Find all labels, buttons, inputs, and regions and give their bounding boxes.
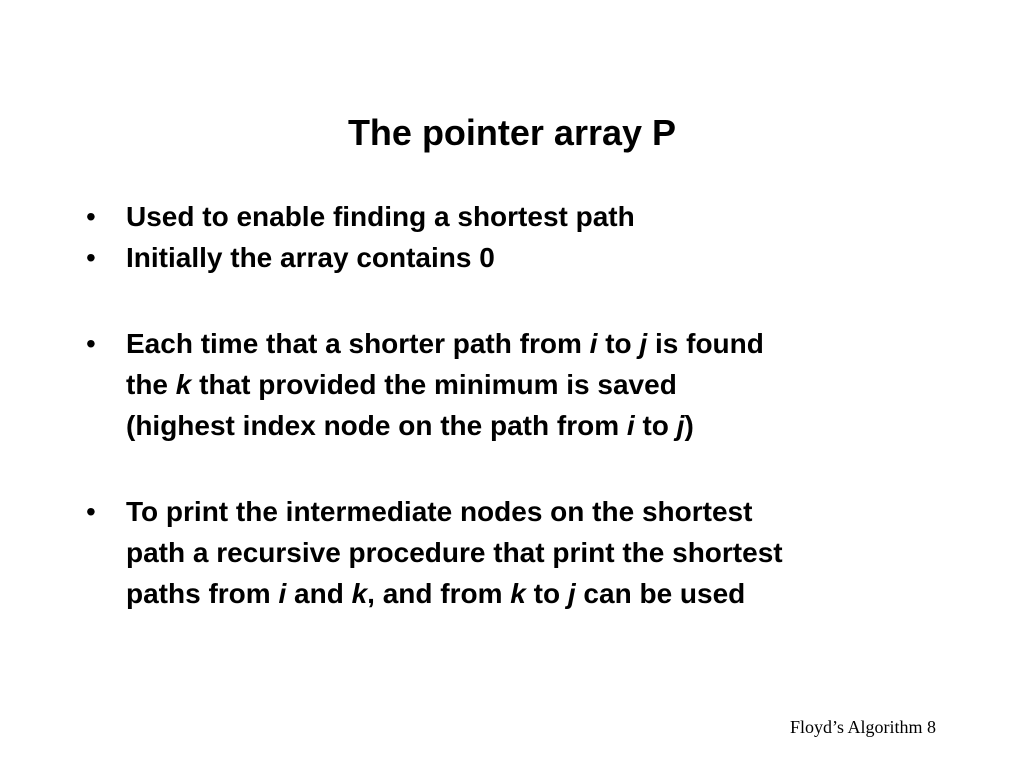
bullet-text-line: paths from i and k, and from k to j can be used bbox=[126, 578, 746, 609]
bullet-item-2 bbox=[86, 237, 966, 278]
variable-j: j bbox=[676, 410, 685, 441]
slide-footer: Floyd’s Algorithm 8 bbox=[789, 717, 936, 737]
variable-i: i bbox=[278, 578, 287, 609]
variable-j: j bbox=[639, 328, 648, 359]
bullet-text: Initially the array contains 0 bbox=[126, 242, 495, 273]
variable-k: k bbox=[510, 578, 526, 609]
bullet-text-line: the k that provided the minimum is saved bbox=[126, 369, 677, 400]
variable-i: i bbox=[626, 410, 635, 441]
variable-j: j bbox=[567, 578, 576, 609]
bullet-item-4 bbox=[86, 491, 966, 614]
bullet-marker: • bbox=[86, 496, 96, 527]
variable-i: i bbox=[589, 328, 598, 359]
bullet-item-3 bbox=[86, 323, 966, 446]
bullet-text: Used to enable finding a shortest path bbox=[126, 201, 635, 232]
bullet-item-1 bbox=[86, 196, 966, 237]
variable-k: k bbox=[175, 369, 192, 400]
bullet-text-line: To print the intermediate nodes on the shortest bbox=[126, 496, 753, 527]
bullet-marker: • bbox=[86, 201, 96, 232]
bullet-marker: • bbox=[86, 328, 96, 359]
bullet-text-line: path a recursive procedure that print the shortest bbox=[126, 537, 783, 568]
slide-title: The pointer array P bbox=[347, 112, 677, 153]
bullet-text-line: Each time that a shorter path from i to j is found bbox=[126, 328, 764, 359]
variable-k: k bbox=[351, 578, 368, 609]
bullet-text-line: (highest index node on the path from i to j) bbox=[126, 410, 694, 441]
bullet-list bbox=[86, 196, 966, 614]
bullet-marker: • bbox=[86, 242, 96, 273]
